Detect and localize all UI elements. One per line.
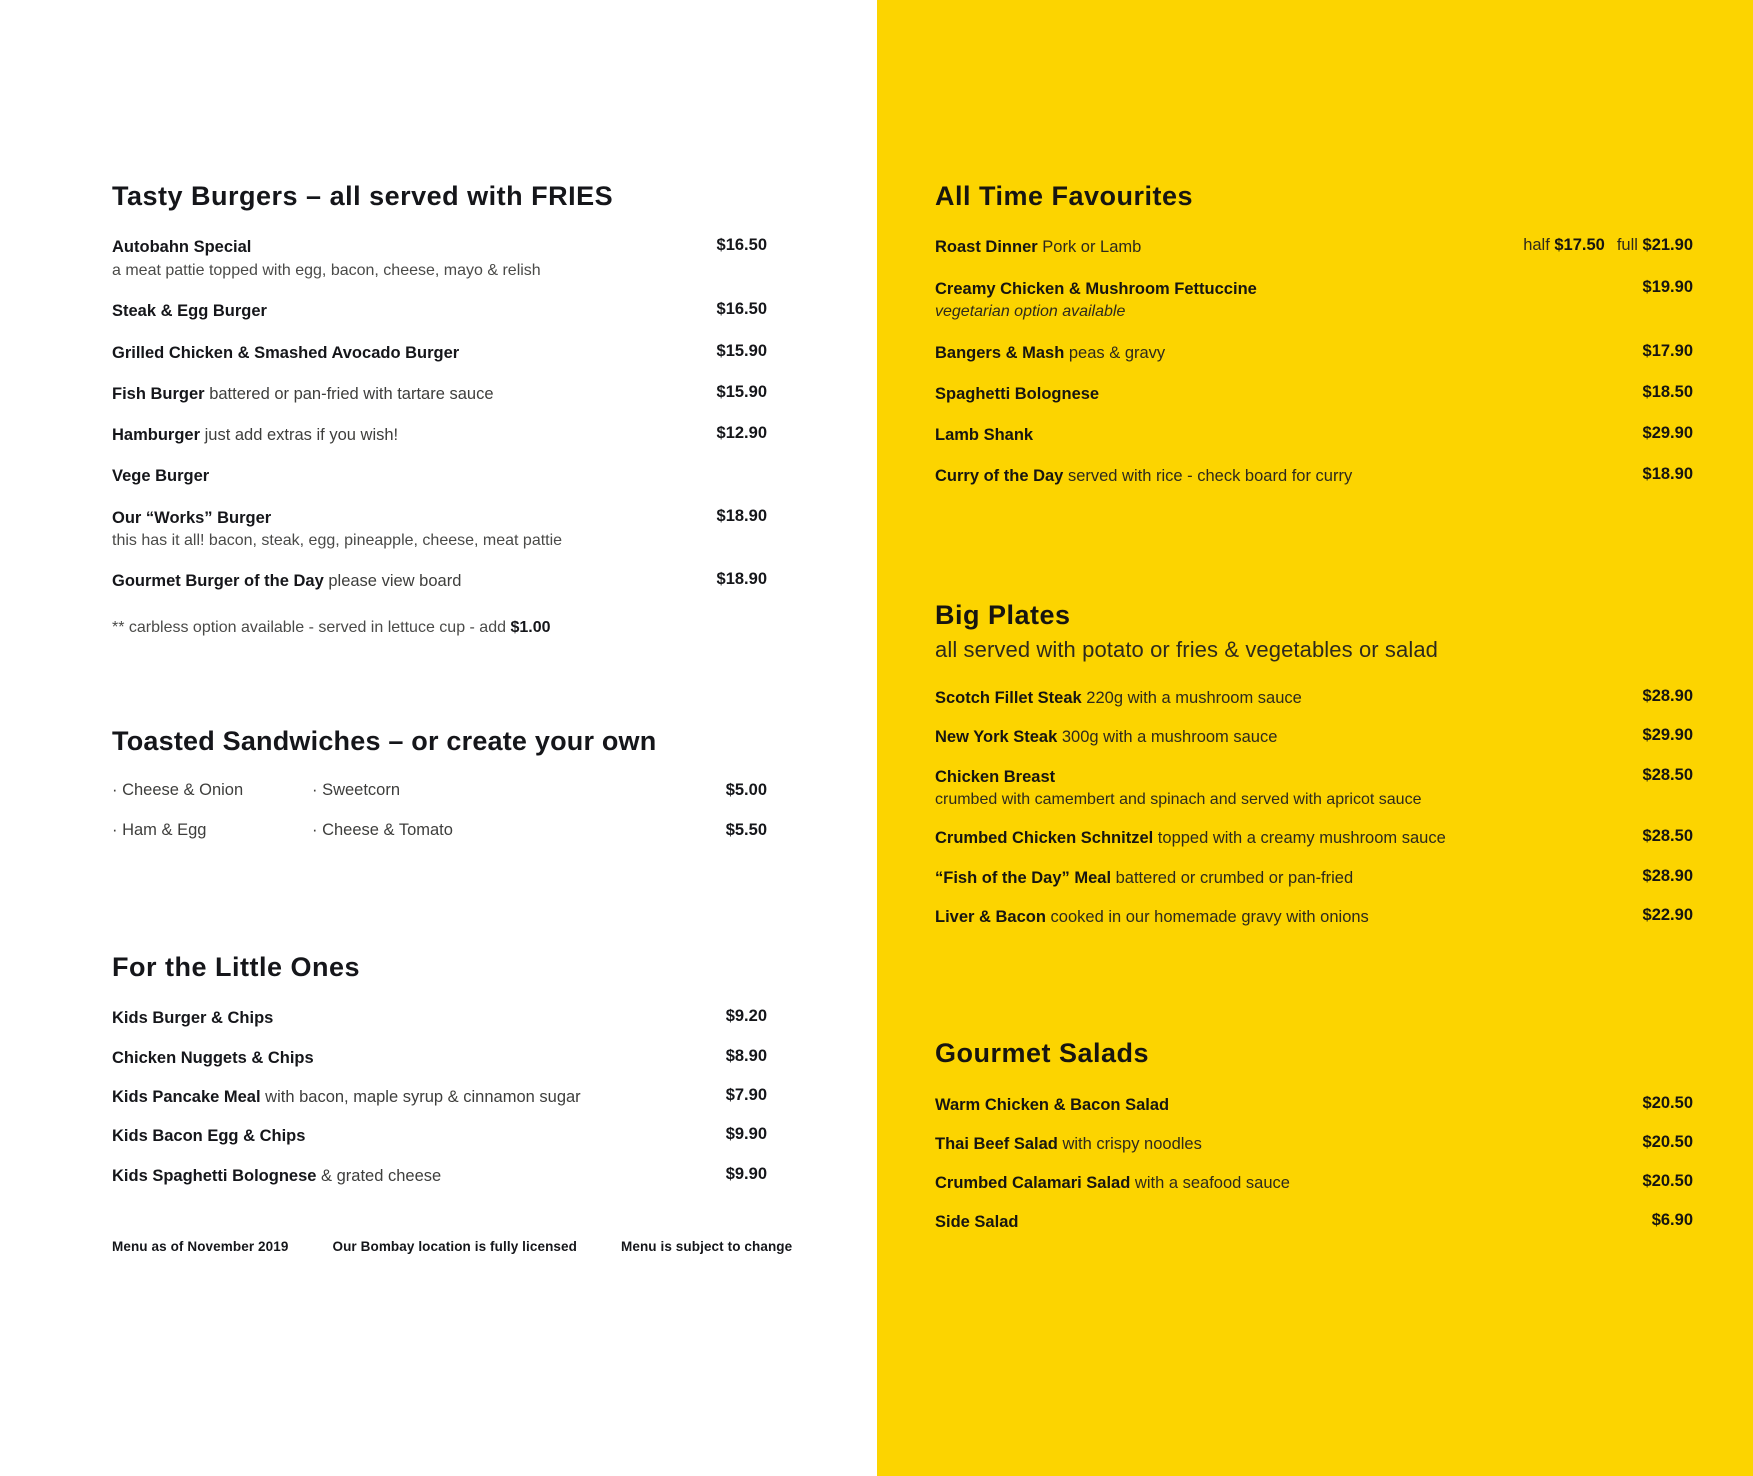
price-half-value: $17.50 [1554, 236, 1605, 255]
carbless-note-text: ** carbless option available - served in lettuce cup - add [112, 618, 511, 636]
menu-item-row [935, 1211, 1693, 1233]
menu-item-name: Liver & Bacon [935, 907, 1046, 926]
section-title-big-plates: Big Plates [935, 599, 1071, 630]
menu-item-row [935, 867, 1693, 889]
menu-item-name-line [935, 766, 1625, 788]
menu-item-price: $9.20 [725, 1007, 767, 1026]
menu-item-row [935, 278, 1693, 323]
menu-item-name-line [112, 1047, 708, 1069]
gourmet-salads-item-list [935, 1094, 1693, 1234]
menu-item-price: $15.90 [716, 341, 767, 360]
menu-item-name-line [935, 687, 1625, 709]
footer-license-note: Our Bombay location is fully licensed [332, 1239, 577, 1254]
menu-item-inline-description: topped with a creamy mushroom sauce [1153, 829, 1446, 848]
menu-item-name-line [935, 465, 1625, 487]
menu-item-name: Kids Bacon Egg & Chips [112, 1127, 306, 1146]
menu-item-text [112, 1086, 726, 1108]
menu-item-name-line [935, 1172, 1625, 1194]
menu-item-description: vegetarian option available [935, 302, 1126, 320]
menu-item-name: Lamb Shank [935, 426, 1034, 445]
menu-item-text [112, 300, 717, 322]
menu-item-row [935, 383, 1693, 405]
kids-item-list [112, 1007, 767, 1186]
menu-item-price: $17.90 [1642, 341, 1693, 360]
menu-item-text [112, 570, 717, 592]
menu-item-price: $28.50 [1642, 827, 1693, 846]
menu-item-name: Our “Works” Burger [112, 508, 272, 527]
section-title-all-time-favourites: All Time Favourites [935, 181, 1194, 211]
menu-item-inline-description: peas & gravy [1064, 343, 1166, 362]
menu-item-row [112, 1086, 767, 1108]
section-title-tasty-burgers: Tasty Burgers – all served with FRIES [112, 181, 614, 211]
menu-right-panel [877, 0, 1753, 1476]
menu-item-row [112, 1007, 767, 1029]
menu-item-text [935, 1211, 1652, 1233]
menu-item-name-line [112, 342, 699, 364]
section-gourmet-salads [935, 1037, 1693, 1233]
menu-item-price: $6.90 [1651, 1211, 1693, 1230]
menu-item-description: crumbed with camembert and spinach and served with apricot sauce [935, 790, 1422, 808]
menu-item-inline-description: with crispy noodles [1057, 1134, 1202, 1153]
section-title-gourmet-salads: Gourmet Salads [935, 1038, 1150, 1069]
menu-item-text [935, 424, 1643, 446]
menu-item-row [112, 300, 767, 322]
menu-item-name: Chicken Nuggets & Chips [112, 1048, 314, 1067]
menu-item-name: Roast Dinner [935, 238, 1038, 257]
menu-item-name-line [935, 342, 1625, 364]
menu-item-row [112, 1125, 767, 1147]
menu-item-price: $9.90 [725, 1125, 767, 1144]
section-toasted-sandwiches [112, 725, 767, 840]
menu-item-name-line [112, 1007, 708, 1029]
menu-item-price [1523, 236, 1693, 255]
menu-item-inline-description: with bacon, maple syrup & cinnamon sugar [260, 1088, 581, 1107]
sandwich-option-right: · Cheese & Tomato [312, 821, 453, 840]
sandwich-option-left: · Cheese & Onion [112, 781, 244, 800]
menu-item-text [935, 1172, 1643, 1194]
spacer-burgers-sandwiches [112, 637, 767, 725]
menu-item-name-line [935, 424, 1625, 446]
menu-item-price: $7.90 [725, 1086, 767, 1105]
toasted-sandwiches-item-list [112, 781, 767, 840]
menu-footer [112, 1239, 792, 1254]
menu-item-text [935, 383, 1643, 405]
menu-item-price: $28.90 [1642, 866, 1693, 885]
menu-item-inline-description: & grated cheese [316, 1166, 442, 1185]
menu-item-name-line [112, 465, 749, 487]
menu-item-price: $22.90 [1642, 905, 1693, 924]
menu-item-description: this has it all! bacon, steak, egg, pineapple, cheese, meat pattie [112, 531, 563, 549]
menu-item-name: Scotch Fillet Steak [935, 688, 1082, 707]
menu-item-name: Creamy Chicken & Mushroom Fettuccine [935, 279, 1257, 298]
menu-item-text [935, 827, 1643, 849]
menu-item-price: $12.90 [716, 424, 767, 443]
menu-item-name-line [935, 1133, 1625, 1155]
menu-item-row [112, 342, 767, 364]
section-subtitle-big-plates: all served with potato or fries & vegetables or salad [935, 636, 1439, 662]
menu-item-row [935, 424, 1693, 446]
menu-item-text [112, 1165, 726, 1187]
menu-item-name-line [112, 1125, 708, 1147]
menu-item-price: $18.50 [1642, 382, 1693, 401]
menu-item-text [112, 1125, 726, 1147]
menu-item-row [935, 726, 1693, 748]
carbless-option-note [112, 619, 767, 637]
menu-item-name: Kids Burger & Chips [112, 1009, 274, 1028]
menu-item-price: $15.90 [716, 382, 767, 401]
menu-item-inline-description: with a seafood sauce [1130, 1174, 1290, 1193]
menu-item-text [935, 465, 1643, 487]
menu-item-name: Chicken Breast [935, 767, 1056, 786]
menu-item-price: $28.90 [1642, 686, 1693, 705]
menu-item-name-line [935, 906, 1625, 928]
menu-item-name-line [112, 507, 699, 529]
section-title-toasted-sandwiches: Toasted Sandwiches – or create your own [112, 725, 657, 756]
menu-item-text [935, 1133, 1643, 1155]
menu-item-inline-description: Pork or Lamb [1037, 238, 1142, 257]
menu-item-price: $18.90 [1642, 465, 1693, 484]
menu-item-text [112, 342, 717, 364]
menu-item-text [935, 278, 1643, 323]
sandwich-option-left: · Ham & Egg [112, 821, 207, 840]
menu-item-text [112, 1047, 726, 1069]
menu-item-row [935, 465, 1693, 487]
price-full-value: $21.90 [1642, 236, 1693, 255]
menu-item-text [935, 867, 1643, 889]
menu-item-row [112, 507, 767, 552]
sandwich-row [112, 781, 767, 800]
menu-item-inline-description: served with rice - check board for curry [1063, 467, 1353, 486]
menu-item-text [112, 465, 767, 487]
menu-item-row [935, 342, 1693, 364]
menu-item-price: $19.90 [1642, 277, 1693, 296]
sandwich-row [112, 821, 767, 840]
menu-item-row [935, 1133, 1693, 1155]
sandwich-price: $5.50 [725, 821, 767, 840]
menu-item-name: Warm Chicken & Bacon Salad [935, 1095, 1170, 1114]
menu-item-inline-description: cooked in our homemade gravy with onions [1045, 907, 1369, 926]
menu-item-price: $16.50 [716, 300, 767, 319]
menu-item-name: Crumbed Calamari Salad [935, 1174, 1131, 1193]
menu-item-name-line [935, 1211, 1634, 1233]
menu-item-price: $29.90 [1642, 424, 1693, 443]
menu-item-name: Bangers & Mash [935, 343, 1065, 362]
menu-item-row [935, 236, 1693, 258]
sandwich-price: $5.00 [725, 781, 767, 800]
menu-item-name-line [935, 726, 1625, 748]
section-all-time-favourites [935, 180, 1693, 488]
big-plates-item-list [935, 687, 1693, 928]
price-qualifier-full: full [1616, 236, 1643, 255]
menu-item-name-line [112, 300, 699, 322]
menu-item-price: $8.90 [725, 1046, 767, 1065]
menu-item-price: $18.90 [716, 506, 767, 525]
menu-item-inline-description: please view board [323, 572, 462, 591]
menu-item-price: $20.50 [1642, 1132, 1693, 1151]
menu-item-description: a meat pattie topped with egg, bacon, cheese, mayo & relish [112, 261, 541, 279]
menu-item-text [112, 424, 717, 446]
menu-item-name: Vege Burger [112, 467, 210, 486]
menu-item-name-line [935, 236, 1505, 258]
menu-item-name-line [935, 1094, 1625, 1116]
menu-item-row [112, 570, 767, 592]
section-for-the-little-ones [112, 951, 767, 1187]
menu-item-row [112, 1165, 767, 1187]
menu-item-name-line [935, 827, 1625, 849]
menu-item-row [935, 687, 1693, 709]
menu-item-name: Steak & Egg Burger [112, 302, 267, 321]
menu-item-row [112, 1047, 767, 1069]
menu-item-name-line [935, 383, 1625, 405]
footer-menu-date: Menu as of November 2019 [112, 1239, 289, 1254]
menu-item-text [112, 507, 717, 552]
menu-item-row [935, 827, 1693, 849]
tasty-burgers-item-list [112, 236, 767, 592]
menu-item-name-line [112, 1165, 708, 1187]
menu-item-name: Kids Pancake Meal [112, 1088, 261, 1107]
menu-item-price: $9.90 [725, 1164, 767, 1183]
section-title-for-the-little-ones: For the Little Ones [112, 952, 361, 983]
menu-item-row [935, 766, 1693, 811]
menu-item-inline-description: just add extras if you wish! [200, 426, 399, 445]
menu-item-name: New York Steak [935, 728, 1058, 747]
carbless-note-price: $1.00 [510, 618, 551, 636]
menu-item-text [935, 342, 1643, 364]
menu-item-text [935, 687, 1643, 709]
menu-item-row [112, 424, 767, 446]
menu-item-name-line [112, 383, 699, 405]
menu-item-text [112, 236, 717, 281]
section-big-plates [935, 599, 1693, 929]
menu-item-price: $20.50 [1642, 1172, 1693, 1191]
menu-item-text [935, 726, 1643, 748]
menu-item-name-line [112, 424, 699, 446]
menu-item-row [935, 1094, 1693, 1116]
menu-item-price: $16.50 [716, 236, 767, 255]
menu-item-name-line [112, 236, 699, 258]
menu-item-inline-description: battered or crumbed or pan-fried [1111, 868, 1354, 887]
menu-item-name: Side Salad [935, 1213, 1019, 1232]
menu-item-name: Fish Burger [112, 384, 205, 403]
menu-item-name: Crumbed Chicken Schnitzel [935, 829, 1154, 848]
spacer-bigplates-salads [935, 945, 1693, 1037]
all-time-favourites-item-list [935, 236, 1693, 487]
section-tasty-burgers [112, 180, 767, 637]
menu-item-text [935, 236, 1523, 258]
menu-item-name-line [935, 278, 1625, 300]
menu-item-row [112, 383, 767, 405]
sandwich-option-right: · Sweetcorn [312, 781, 401, 800]
menu-item-row [112, 465, 767, 487]
menu-item-text [112, 383, 717, 405]
menu-item-text [935, 766, 1643, 811]
menu-item-row [935, 1172, 1693, 1194]
menu-item-name: Spaghetti Bolognese [935, 384, 1100, 403]
menu-item-inline-description: 300g with a mushroom sauce [1057, 728, 1278, 747]
menu-item-name: Hamburger [112, 426, 201, 445]
menu-item-price: $20.50 [1642, 1093, 1693, 1112]
menu-item-name: Gourmet Burger of the Day [112, 572, 324, 591]
menu-item-price: $18.90 [716, 570, 767, 589]
menu-item-inline-description: battered or pan-fried with tartare sauce [204, 384, 494, 403]
menu-item-name: Curry of the Day [935, 467, 1064, 486]
menu-item-inline-description: 220g with a mushroom sauce [1081, 688, 1302, 707]
menu-item-name: Kids Spaghetti Bolognese [112, 1166, 317, 1185]
menu-item-name: “Fish of the Day” Meal [935, 868, 1112, 887]
menu-item-text [935, 906, 1643, 928]
menu-item-name: Autobahn Special [112, 238, 252, 257]
price-qualifier-half: half [1523, 236, 1555, 255]
footer-subject-to-change: Menu is subject to change [620, 1239, 793, 1254]
spacer-favourites-bigplates [935, 507, 1693, 599]
menu-item-name: Grilled Chicken & Smashed Avocado Burger [112, 343, 460, 362]
menu-item-price: $29.90 [1642, 726, 1693, 745]
menu-item-row [112, 236, 767, 281]
menu-item-name-line [112, 1086, 708, 1108]
spacer-sandwiches-kids [112, 861, 767, 951]
menu-item-name: Thai Beef Salad [935, 1134, 1058, 1153]
menu-item-text [112, 1007, 726, 1029]
menu-item-row [935, 906, 1693, 928]
menu-item-name-line [112, 570, 699, 592]
menu-item-text [935, 1094, 1643, 1116]
menu-item-name-line [935, 867, 1625, 889]
menu-item-price: $28.50 [1642, 765, 1693, 784]
